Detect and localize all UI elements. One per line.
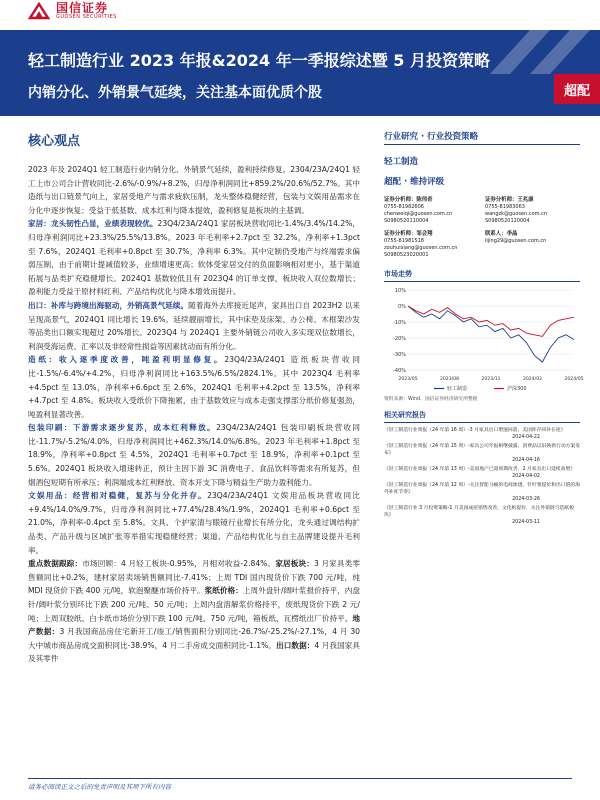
paragraph-list <box>28 163 360 666</box>
paragraph-text: 地产数据： <box>28 613 360 637</box>
paragraph-text: 23Q4/23A/24Q1 家居板块营收同比-1.4%/3.4%/14.2%，归母净利润同比+23.3%/25.5%/13.8%。2023 年毛利率+2.7pct 至 32.2%，净利率+1.3pct 至 7.6%，2024Q1 毛利率+0.8pct 至 30.7%，净利率 6.3%。其中定制仍受地产与终端需求偏弱压制，由于前期计提减值较多，业绩增速更高；软体受家居交付的负面影响相对更小，基于渠道拓展与品类扩充稳健增长。2024Q1 基数较低且有 2023Q4 的订单支撑，板块收入双位数增长；盈利能力受益于原材料红利、产品结构优化与降本增效而提升。 <box>28 219 360 297</box>
body-paragraph <box>28 217 360 299</box>
disclaimer-footer: 请务必阅读正文之后的免责声明及其项下所有内容 <box>28 778 572 791</box>
paragraph-text: 23Q4/23A/24Q1 文娱用品板块营收同比+9.4%/14.0%/9.7%，归母净利润同比+77.4%/28.4%/1.9%，2024Q1 毛利率+0.6pct 至 21.0%，净利率-0.4pct 至 5.8%。文具、个护家清与眼镜行业增长有所分化，龙头通过调结构扩品类、产品升级与区域扩张等举措实现稳健经营；渠道、产品结构优化与自主品牌建设提升毛利率。 <box>28 491 360 555</box>
logo-text: 国信证券 <box>56 1 109 15</box>
y-tick-label: -40% <box>393 367 406 374</box>
report-subtitle: 内销分化、外销景气延续，关注基本面优质个股 <box>28 85 322 101</box>
related-report-item[interactable] <box>384 482 580 503</box>
body-paragraph <box>28 299 360 353</box>
body-paragraph <box>28 489 360 557</box>
x-tick-label: 2024/02 <box>522 377 543 382</box>
guosen-logo <box>28 0 117 22</box>
paragraph-heading: 包装印刷：下游需求逐步复苏，成本红利释放。 <box>28 423 217 433</box>
paragraph-text: 3 月我国商品房住宅新开工/竣工/销售面积分别同比-26.7%/-25.2%/-27.1%，4 月 30 大中城市商品房成交面积同比-38.9%，4 月二手房成交面积同比-1.1%。 <box>28 627 361 650</box>
paragraph-heading: 文娱用品：经营相对稳健，复苏与分化并存。 <box>28 491 208 501</box>
analyst-list <box>384 197 580 259</box>
paragraph-text: 2023 年及 2024Q1 轻工制造行业内销分化、外销景气延续，盈利持续修复。2304/23A/24Q1 轻工上市公司合计营收同比-2.6%/-0.9%/+8.2%，归母净利润同比+859.2%/20.6%/52.7%。其中造纸与出口链景气向上，家居受地产与需求疲软压制，龙头整体稳健经营，包装与文娱用品需求在分化中逐步恢复；受益于低基数、成本红利与降本提效，盈利修复是板块的主基调。 <box>28 165 360 215</box>
industry-name: 轻工制造 <box>384 157 419 167</box>
banner-pattern-icon <box>490 30 600 74</box>
paragraph-text: 出口数据： <box>276 640 315 650</box>
y-tick-label: 0% <box>398 303 406 310</box>
y-tick-label: -10% <box>393 319 406 326</box>
paragraph-text: 23Q4/23A/24Q1 造纸板块营收同比-1.5%/-6.4%/+4.2%，归母净利润同比+163.5%/6.5%/2824.1%。其中 2023Q4 毛利率+4.5pct 至 13.0%，净利率+6.6pct 至 2.6%，2024Q1 毛利率+4.2pct 至 13.5%，净利率+4.7pct 至 4.8%。板块收入受纸价下降拖累，由于基数效应与成本走强支撑部分纸价修复强劲，吨盈利显著改善。 <box>28 355 360 419</box>
title-banner <box>0 30 600 116</box>
market-trend-title: 市场走势 <box>384 269 580 282</box>
x-tick-label: 2023/08 <box>439 377 460 382</box>
paragraph-text: 随着海外去库接近尾声，家具出口自 2023H2 以来呈现高景气，2024Q1 同比增长 19.6%。延续靓丽增长，其中床垫及床架、办公椅、木框架沙发等品类出口额实现超过 20%增长。2023Q4 与 2024Q1 主要外销链公司收入多实现双位数增长，利润受海运费、汇率以及非经常性损益等因素扰动而有所分化。 <box>28 300 361 351</box>
rating-label: 超配 · 维持评级 <box>384 177 445 187</box>
y-tick-label: -30% <box>393 351 406 358</box>
paragraph-text: 浆纸价格： <box>204 586 243 596</box>
related-report-date: 2024-04-02 <box>512 474 540 479</box>
paragraph-heading: 出口：补库与跨境出海驱动，外销高景气延续。 <box>28 300 189 310</box>
chart-source: 资料来源：Wind、国信证券经济研究所整理 <box>384 397 478 402</box>
report-title: 轻工制造行业 2023 年报&2024 年一季报综述暨 5 月投资策略 <box>28 51 491 70</box>
related-reports-title: 相关研究报告 <box>384 410 580 423</box>
guosen-logo-icon <box>28 2 50 20</box>
paragraph-text: 上周外盘针/阔叶浆报价持平，内盘针/阔叶浆分别环比下跌 200 元/吨、50 元/吨；上周内盘溶解浆价格持平，废纸现货价下跌 2 元/吨；上周双胶纸、白卡纸市场价分别下跌 100 元/吨、750 元/吨，箱板纸、瓦楞纸出厂价持平。 <box>28 586 360 623</box>
related-report-title: 《轻工制造行业周报（24 年第 16 周）-3 月家具出口增速回落，美国库存回补在途》 <box>384 428 566 433</box>
analyst-card: 证券分析师：王兆康 0755-81983063 wangzk@guosen.com.cn S0980520120004 <box>485 197 580 225</box>
paragraph-heading: 造纸：收入逐季度改善，吨盈利明显修复。 <box>28 355 225 365</box>
report-category: 行业研究 · 行业投资策略 <box>384 130 580 145</box>
rating-tag: 超配 <box>554 74 600 104</box>
x-tick-label: 2024/05 <box>564 377 584 382</box>
body-paragraph <box>28 421 360 489</box>
related-report-list <box>384 427 580 526</box>
related-report-date: 2024-03-11 <box>512 520 540 525</box>
related-report-item[interactable] <box>384 466 580 480</box>
x-tick-label: 2023/11 <box>481 377 501 382</box>
analyst-email[interactable]: chenweiqi@guosen.com.cn <box>384 211 453 217</box>
paragraph-heading: 家居：龙头韧性凸显，业绩表现较优。 <box>28 219 158 229</box>
y-tick-label: -20% <box>393 335 406 342</box>
paragraph-text: 家居板块： <box>275 559 315 569</box>
analyst-card: 证券分析师：陈伟奇 0755-81982606 chenweiqi@guosen.com.cn S0980520110004 <box>384 197 479 225</box>
paragraph-text: 市场回顾：4 月轻工板块-0.95%，月相对收益-2.84%。 <box>82 559 276 569</box>
related-report-date: 2024-03-26 <box>512 497 540 502</box>
series-line-1 <box>408 306 574 336</box>
paragraph-text: 23Q4/23A/24Q1 包装印刷板块营收同比-11.7%/-5.2%/4.0%，归母净利润同比+462.3%/14.0%/6.8%。2023 年毛利率+1.8pct 至 18.9%，净利率+0.8pct 至 4.5%，2024Q1 毛利率+0.7pct 至 18.9%，净利率+0.1pct 至 5.6%。2024Q1 板块收入增速转正，预计主因下游 3C 消费电子、食品饮料等需求有所复苏，但烟酒包短期有所承压；利润端成本红利释放、资本开支下降与精益生产助力盈利能力。 <box>28 423 360 487</box>
analyst-email[interactable]: wangzk@guosen.com.cn <box>485 211 548 217</box>
market-trend-chart <box>384 284 584 394</box>
related-report-date: 2024-04-16 <box>512 458 540 463</box>
y-tick-label: 10% <box>394 287 406 294</box>
related-report-item[interactable] <box>384 505 580 526</box>
related-report-item[interactable] <box>384 427 580 441</box>
related-report-date: 2024-04-22 <box>512 435 540 440</box>
analyst-card: 联系人：李晶 lijing29@guosen.com.cn <box>485 231 580 259</box>
section-title: 核心观点 <box>28 134 81 149</box>
paragraph-text: 重点数据跟踪： <box>28 559 83 569</box>
paragraph-text: 4 月我国家具及其零件 <box>28 640 361 664</box>
main-content <box>28 130 360 666</box>
logo-sub: GUOSEN SECURITIES <box>56 14 117 20</box>
related-report-title: 《轻工制造行业周报（24 年第 12 周）-关注智能马桶的电商渗透、针叶浆提价和出口链的海外补库节奏》 <box>384 483 581 495</box>
related-report-title: 《轻工制造行业周报（24 年第 15 周）-家具公司年报相继披露，消费品以旧换新行动方案发布》 <box>384 444 581 456</box>
analyst-card: 证券分析师：邹会翔 0755-81981518 zouhuixiang@guosen.com.cn S0980523020001 <box>384 231 479 259</box>
related-report-title: 《轻工制造行业 3 月投资策略-1 月美国成屋销售改善，文化纸提价，关注外销链与造纸板块》 <box>384 506 574 518</box>
x-tick-label: 2023/05 <box>398 377 418 382</box>
related-report-title: 《轻工制造行业周报（24 年第 13 周）-美国地产已超预期改善，2 月家具出口延续高增》 <box>384 467 575 472</box>
related-report-item[interactable] <box>384 443 580 464</box>
sidebar <box>384 130 584 528</box>
body-paragraph <box>28 163 360 217</box>
legend-label: 沪深300 <box>507 386 527 392</box>
legend-label: 轻工制造 <box>447 386 468 392</box>
analyst-email[interactable]: zouhuixiang@guosen.com.cn <box>384 245 458 251</box>
body-paragraph <box>28 557 360 666</box>
body-paragraph <box>28 353 360 421</box>
series-line-0 <box>408 306 574 362</box>
analyst-email[interactable]: lijing29@guosen.com.cn <box>485 238 547 244</box>
paragraph-text: 3 月家具类零售额同比+0.2%，建材家居卖场销售额同比-7.41%；上周 TDI 国内现货价下跌 700 元/吨，纯 MDI 现货价下跌 400 元/吨，软泡聚醚市场价持平。 <box>28 559 361 596</box>
